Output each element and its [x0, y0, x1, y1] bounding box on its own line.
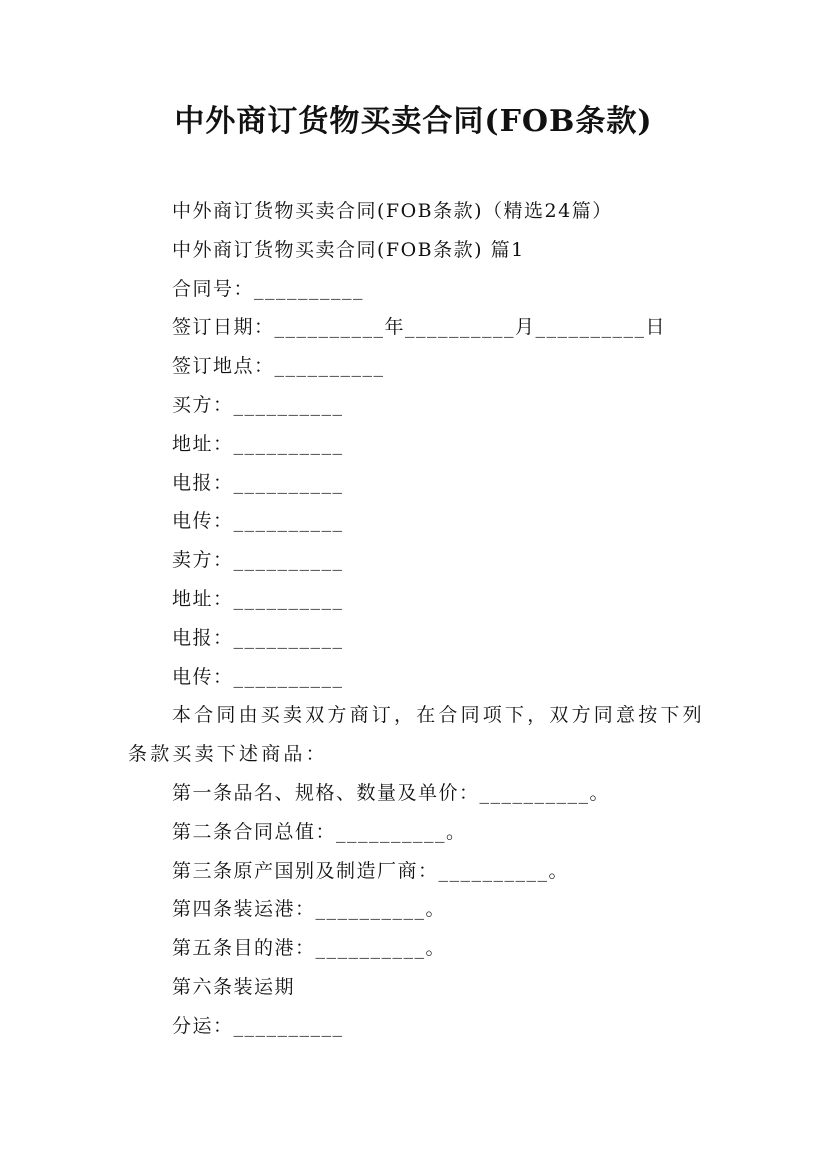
buyer-telex-line: 电传：__________ [172, 510, 344, 533]
section-heading: 中外商订货物买卖合同(FOB条款) 篇1 [172, 238, 525, 261]
document-body [128, 192, 718, 1046]
buyer-line: 买方：__________ [172, 393, 344, 416]
agreement-paragraph: 本合同由买卖双方商订，在合同项下，双方同意按下列条款买卖下述商品： [128, 704, 705, 766]
buyer-address-line: 地址：__________ [172, 432, 344, 455]
seller-address-line: 地址：__________ [172, 587, 344, 610]
buyer-telegram-line: 电报：__________ [172, 471, 344, 494]
subtitle-line: 中外商订货物买卖合同(FOB条款)（精选24篇） [172, 200, 613, 222]
signing-place-line: 签订地点：__________ [172, 355, 385, 378]
document-title: 中外商订货物买卖合同(FOB条款) [174, 104, 653, 139]
clause-2: 第二条合同总值：__________。 [172, 820, 467, 843]
signing-date-line: 签订日期：__________年__________月__________日 [172, 316, 667, 339]
partial-shipment-line: 分运：__________ [172, 1014, 344, 1037]
clause-3: 第三条原产国别及制造厂商：__________。 [172, 859, 570, 882]
contract-number-line: 合同号：__________ [172, 277, 365, 300]
clause-1: 第一条品名、规格、数量及单价：__________。 [172, 781, 611, 804]
seller-telex-line: 电传：__________ [172, 665, 344, 688]
seller-line: 卖方：__________ [172, 549, 344, 572]
seller-telegram-line: 电报：__________ [172, 626, 344, 649]
clause-6: 第六条装运期 [172, 975, 296, 998]
clause-4: 第四条装运港：__________。 [172, 898, 447, 921]
clause-5: 第五条目的港：__________。 [172, 937, 447, 960]
